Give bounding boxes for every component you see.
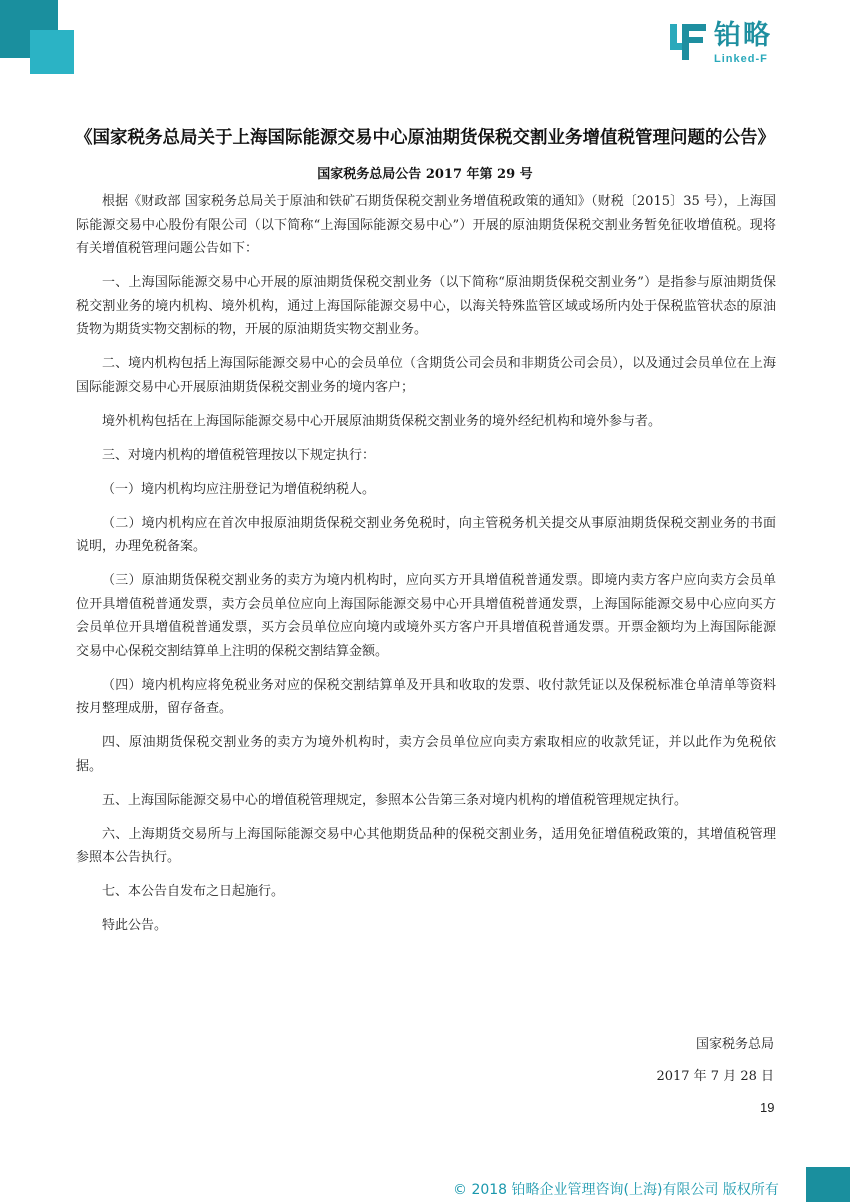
paragraph: 二、境内机构包括上海国际能源交易中心的会员单位（含期货公司会员和非期货公司会员），以及通过会员单位在上海国际能源交易中心开展原油期货保税交割业务的境内客户； [76,356,776,395]
logo-chinese-text: 铂略 [714,20,772,51]
document-subtitle: 国家税务总局公告 2017 年第 29 号 [317,167,533,182]
logo-english-text: Linked-F [714,53,768,65]
paragraph: （一）境内机构均应注册登记为增值税纳税人。 [102,481,376,497]
document-body [76,190,776,948]
paragraph: 六、上海期货交易所与上海国际能源交易中心其他期货品种的保税交割业务，适用免征增值税政策的，其增值税管理参照本公告执行。 [76,826,776,865]
corner-decoration-light [30,30,74,74]
paragraph: （四）境内机构应将免税业务对应的保税交割结算单及开具和收取的发票、收付款凭证以及保税标准仓单清单等资料按月整理成册，留存备查。 [76,677,776,716]
corner-decoration-bottom [806,1167,850,1202]
footer-copyright: © 2018 铂略企业管理咨询(上海)有限公司 版权所有 [453,1182,779,1198]
paragraph: 四、原油期货保税交割业务的卖方为境外机构时，卖方会员单位应向卖方索取相应的收款凭证，并以此作为免税依据。 [76,735,776,774]
company-logo [668,20,798,68]
paragraph: 根据《财政部 国家税务总局关于原油和铁矿石期货保税交割业务增值税政策的通知》（财税〔2015〕35 号），上海国际能源交易中心股份有限公司（以下简称“上海国际能源交易中心”）开展的原油期货保税交割业务暂免征收增值税。现将有关增值税管理问题公告如下： [76,194,776,256]
signature: 国家税务总局 [695,1037,774,1052]
paragraph: 一、上海国际能源交易中心开展的原油期货保税交割业务（以下简称“原油期货保税交割业务”）是指参与原油期货保税交割业务的境内机构、境外机构，通过上海国际能源交易中心，以海关特殊监管区域或场所内处于保税监管状态的原油货物为期货实物交割标的物，开展的原油期货实物交割业务。 [76,275,776,337]
linked-f-logo-icon [668,22,708,62]
paragraph: 七、本公告自发布之日起施行。 [102,884,285,899]
paragraph: 五、上海国际能源交易中心的增值税管理规定，参照本公告第三条对境内机构的增值税管理规定执行。 [102,792,688,808]
paragraph: 三、对境内机构的增值税管理按以下规定执行： [102,447,376,463]
paragraph: 境外机构包括在上海国际能源交易中心开展原油期货保税交割业务的境外经纪机构和境外参与者。 [102,413,662,429]
paragraph: （三）原油期货保税交割业务的卖方为境内机构时，应向买方开具增值税普通发票。即境内卖方客户应向卖方会员单位开具增值税普通发票，卖方会员单位应向上海国际能源交易中心开具增值税普通发票，上海国际能源交易中心应向买方会员单位开具增值税普通发票，买方会员单位应向境内或境外买方客户开具增值税普通发票。开票金额均为上海国际能源交易中心保税交割结算单上注明的保税交割结算金额。 [76,573,776,659]
paragraph: 特此公告。 [102,918,168,933]
document-title: 《国家税务总局关于上海国际能源交易中心原油期货保税交割业务增值税管理问题的公告》 [75,128,775,148]
signature-date: 2017 年 7 月 28 日 [656,1069,774,1084]
paragraph: （二）境内机构应在首次申报原油期货保税交割业务免税时，向主管税务机关提交从事原油期货保税交割业务的书面说明，办理免税备案。 [76,515,776,554]
page-number: 19 [760,1100,775,1115]
